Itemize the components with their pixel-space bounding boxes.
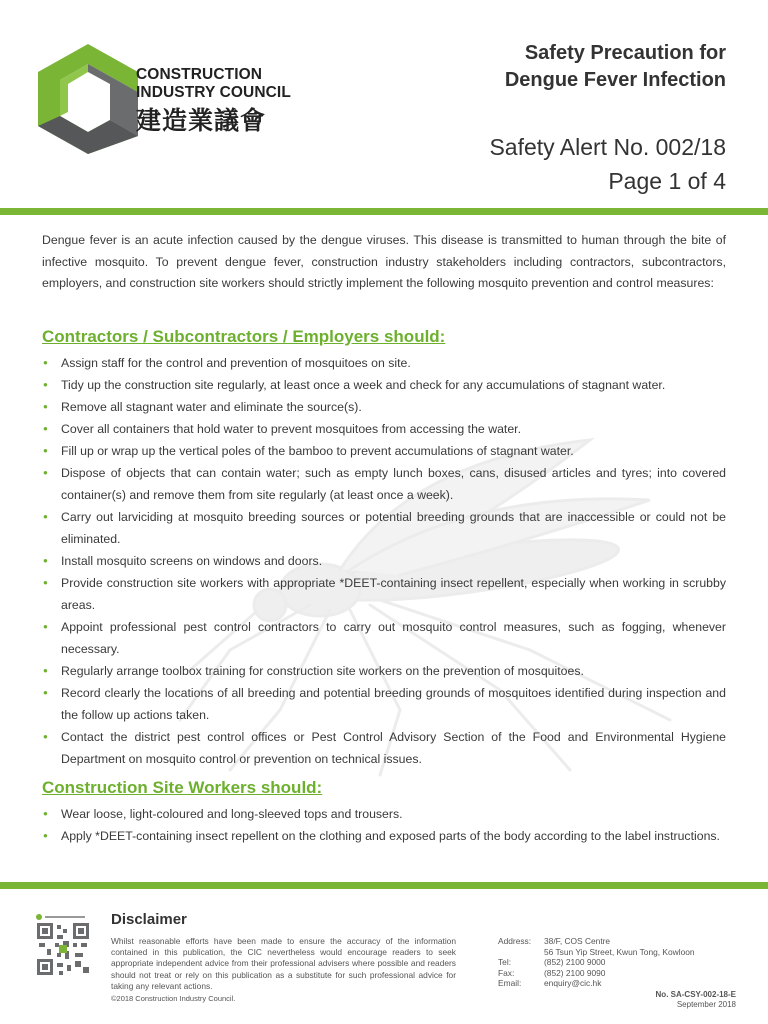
- list-item: ● Cover all containers that hold water to prevent mosquitoes from accessing the water.: [42, 418, 726, 440]
- org-name-en-line1: CONSTRUCTION: [136, 66, 263, 83]
- contact-info: [498, 936, 695, 989]
- address-line1: 38/F, COS Centre: [544, 936, 611, 946]
- list-item: ● Regularly arrange toolbox training for construction site workers on the prevention of mosquitoes.: [42, 660, 726, 682]
- cic-logo: [38, 44, 138, 154]
- title-line1: Safety Precaution for: [524, 42, 726, 64]
- list-item: ● Fill up or wrap up the vertical poles of the bamboo to prevent accumulations of stagnant water.: [42, 440, 726, 462]
- workers-heading: Construction Site Workers should:: [42, 778, 323, 797]
- tel-value: (852) 2100 9000: [544, 957, 606, 968]
- bottom-divider: [0, 882, 768, 889]
- intro-paragraph: Dengue fever is an acute infection caused by the dengue viruses. This disease is transmitted to human through the bite of infective mosquito. To prevent dengue fever, construction industry stakeholders including contractors, subcontractors, employers, and construction site workers should strictly implement the following mosquito prevention and control measures:: [42, 233, 726, 290]
- address-label: Address:: [498, 936, 532, 946]
- contractors-heading: Contractors / Subcontractors / Employers should:: [42, 327, 446, 346]
- list-item: ● Remove all stagnant water and eliminate the source(s).: [42, 396, 726, 418]
- list-item: ● Assign staff for the control and prevention of mosquitoes on site.: [42, 352, 726, 374]
- email-link[interactable]: enquiry@cic.hk: [544, 978, 602, 989]
- list-item: ● Wear loose, light-coloured and long-sleeved tops and trousers.: [42, 803, 726, 825]
- list-item: ● Provide construction site workers with appropriate *DEET-containing insect repellent, especially when working in scrubby areas.: [42, 572, 726, 616]
- disclaimer-title: Disclaimer: [111, 911, 187, 928]
- alert-number: Safety Alert No. 002/18: [489, 134, 726, 160]
- copyright: ©2018 Construction Industry Council.: [111, 994, 236, 1003]
- address-line2: 56 Tsun Yip Street, Kwun Tong, Kowloon: [544, 946, 695, 957]
- list-item: ● Record clearly the locations of all breeding and potential breeding grounds of mosquitoes identified during inspection and the follow up actions taken.: [42, 682, 726, 726]
- page-number: Page 1 of 4: [608, 168, 726, 194]
- list-item: ● Contact the district pest control offices or Pest Control Advisory Section of the Food and Environmental Hygiene Department on mosquito control or prevention on technical issues.: [42, 726, 726, 770]
- tel-label: Tel:: [498, 957, 512, 968]
- qr-code-icon: [35, 913, 91, 977]
- document-title: [505, 40, 726, 94]
- workers-list: [42, 803, 726, 847]
- list-item: ● Dispose of objects that can contain water; such as empty lunch boxes, cans, disused articles and tyres; into covered container(s) and remove them from site regularly (at least once a week).: [42, 462, 726, 506]
- org-name-zh: 建造業議會: [136, 106, 267, 135]
- list-item: ● Apply *DEET-containing insect repellent on the clothing and exposed parts of the body according to the label instructions.: [42, 825, 726, 847]
- doc-no: No. SA-CSY-002-18-E: [655, 990, 736, 999]
- fax-label: Fax:: [498, 967, 515, 978]
- document-number: [656, 990, 736, 1010]
- list-item: ● Install mosquito screens on windows and doors.: [42, 550, 726, 572]
- contractors-list: [42, 352, 726, 770]
- top-divider: [0, 208, 768, 215]
- list-item: ● Carry out larviciding at mosquito breeding sources or potential breeding grounds that are inaccessible or could not be eliminated.: [42, 506, 726, 550]
- org-name-en-line2: INDUSTRY COUNCIL: [136, 84, 291, 101]
- list-item: ● Appoint professional pest control contractors to carry out mosquito control measures, such as fogging, whenever necessary.: [42, 616, 726, 660]
- list-item: ● Tidy up the construction site regularly, at least once a week and check for any accumulations of stagnant water.: [42, 374, 726, 396]
- title-line2: Dengue Fever Infection: [504, 69, 726, 91]
- fax-value: (852) 2100 9090: [544, 967, 606, 978]
- organization-name: [136, 66, 291, 137]
- alert-info: [489, 130, 726, 198]
- disclaimer-text: Whilst reasonable efforts have been made to ensure the accuracy of the information contained in this publication, the CIC nevertheless would encourage readers to seek appropriate independent advice from their professional advisers where possible and readers should not treat or rely on this publication as a substitute for such professional advice for taking any relevant actions.: [111, 936, 456, 991]
- doc-date: September 2018: [676, 1000, 736, 1009]
- email-label: Email:: [498, 978, 522, 989]
